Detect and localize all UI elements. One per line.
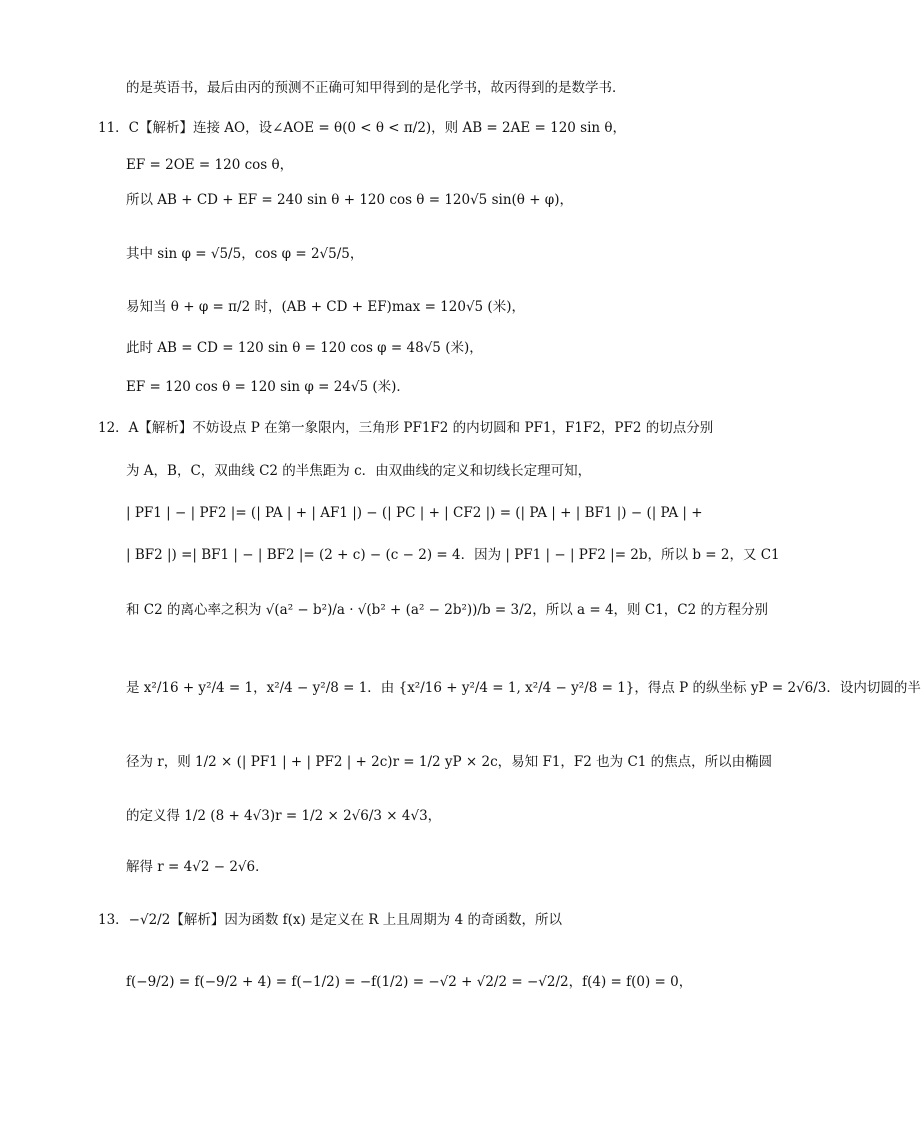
- line-text: 11．C【解析】连接 AO，设∠AOE = θ(0 < θ < π/2)，则 AB = 2AE = 120 sin θ，: [98, 120, 627, 136]
- line-text: 径为 r，则 1/2 × (| PF1 | + | PF2 | + 2c)r = 1/2 yP × 2c，易知 F1，F2 也为 C1 的焦点，所以由椭圆: [126, 754, 773, 770]
- question-12-line: [126, 600, 768, 620]
- line-text: 13．−√2/2【解析】因为函数 f(x) 是定义在 R 上且周期为 4 的奇函数，所以: [98, 912, 562, 928]
- question-12-line: [126, 806, 441, 826]
- line-text: | PF1 | − | PF2 |= (| PA | + | AF1 |) − (| PC | + | CF2 |) = (| PA | + | BF1 |) − (| PA | +: [126, 505, 703, 521]
- question-11-line: [126, 297, 525, 317]
- line-text: 其中 sin φ = √5/5，cos φ = 2√5/5，: [126, 246, 364, 262]
- question-13-line: [98, 910, 562, 930]
- text-line: [126, 78, 626, 98]
- line-text: 为 A，B，C，双曲线 C2 的半焦距为 c．由双曲线的定义和切线长定理可知，: [126, 463, 592, 479]
- line-text: 易知当 θ + φ = π/2 时，(AB + CD + EF)max = 120√5 (米)，: [126, 299, 525, 315]
- line-text: 此时 AB = CD = 120 sin θ = 120 cos φ = 48√5 (米)，: [126, 340, 483, 356]
- question-11-line: [126, 190, 573, 210]
- line-text: 解得 r = 4√2 − 2√6．: [126, 859, 269, 875]
- line-text: 12．A【解析】不妨设点 P 在第一象限内，三角形 PF1F2 的内切圆和 PF1，F1F2，PF2 的切点分别: [98, 420, 714, 436]
- question-12-line: [126, 503, 703, 523]
- question-11-line: [126, 377, 410, 397]
- question-12-line: [126, 857, 269, 877]
- question-12-line: [126, 545, 780, 565]
- question-12-line: [98, 418, 713, 438]
- question-13-line: [126, 972, 692, 992]
- line-text: 的定义得 1/2 (8 + 4√3)r = 1/2 × 2√6/3 × 4√3，: [126, 808, 442, 824]
- question-12-line: [126, 461, 591, 481]
- line-text: 和 C2 的离心率之积为 √(a² − b²)/a · √(b² + (a² − 2b²))/b = 3/2，所以 a = 4，则 C1，C2 的方程分别: [126, 602, 768, 618]
- line-text: EF = 120 cos θ = 120 sin φ = 24√5 (米)．: [126, 379, 410, 395]
- question-11-line: [126, 338, 483, 358]
- question-11-line: [126, 244, 363, 264]
- line-text: f(−9/2) = f(−9/2 + 4) = f(−1/2) = −f(1/2) = −√2 + √2/2 = −√2/2，f(4) = f(0) = 0，: [126, 974, 693, 990]
- line-text: 的是英语书，最后由丙的预测不正确可知甲得到的是化学书，故丙得到的是数学书．: [126, 80, 626, 96]
- question-12-line: [126, 678, 921, 698]
- question-11-line: [98, 118, 626, 138]
- line-text: EF = 2OE = 120 cos θ，: [126, 157, 294, 173]
- question-12-line: [126, 752, 772, 772]
- line-text: 是 x²/16 + y²/4 = 1，x²/4 − y²/8 = 1．由 {x²/16 + y²/4 = 1, x²/4 − y²/8 = 1}，得点 P 的纵坐标 yP = 2√6/3．设内切圆的半: [126, 680, 921, 696]
- line-text: | BF2 |) =| BF1 | − | BF2 |= (2 + c) − (c − 2) = 4．因为 | PF1 | − | PF2 |= 2b，所以 b = 2，又 C1: [126, 547, 780, 563]
- line-text: 所以 AB + CD + EF = 240 sin θ + 120 cos θ = 120√5 sin(θ + φ)，: [126, 192, 574, 208]
- question-11-line: [126, 155, 293, 175]
